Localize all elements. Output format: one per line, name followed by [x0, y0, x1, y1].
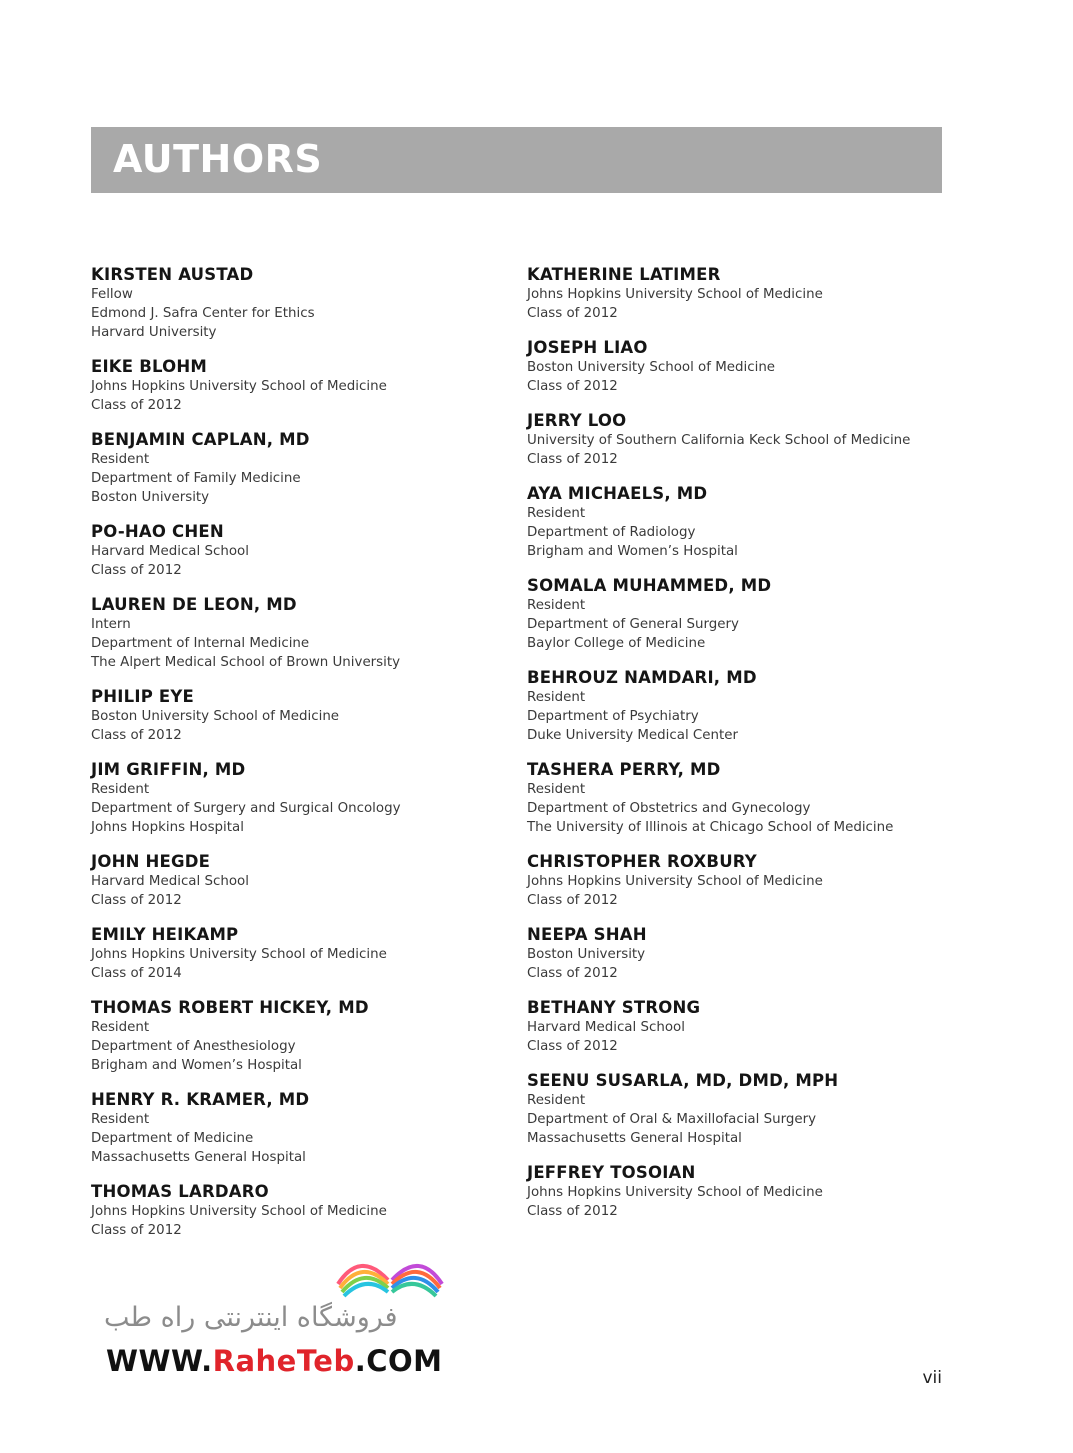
- author-affiliation-line: Department of Internal Medicine: [91, 635, 310, 651]
- author-affiliation-line: Resident: [91, 1020, 150, 1036]
- author-name: JEFFREY TOSOIAN: [527, 1163, 696, 1183]
- author-affiliation-line: Class of 2012: [91, 562, 182, 578]
- author-name: SOMALA MUHAMMED, MD: [527, 576, 772, 596]
- author-affiliation-line: Resident: [527, 1093, 586, 1109]
- author-entry: [527, 264, 947, 324]
- author-affiliation-line: Class of 2012: [527, 1038, 618, 1054]
- author-entry: [527, 997, 947, 1057]
- author-affiliation-line: Department of Obstetrics and Gynecology: [527, 800, 811, 816]
- author-entry: [527, 337, 947, 397]
- author-name: BEHROUZ NAMDARI, MD: [527, 668, 757, 688]
- author-affiliation-line: Class of 2012: [527, 965, 618, 981]
- author-entry: [527, 759, 947, 837]
- author-affiliation-line: Resident: [527, 506, 586, 522]
- author-affiliation-line: Brigham and Women’s Hospital: [527, 543, 738, 559]
- author-affiliation-line: Harvard Medical School: [91, 873, 249, 889]
- author-name: BENJAMIN CAPLAN, MD: [91, 429, 310, 449]
- author-affiliation-line: Class of 2012: [91, 727, 182, 743]
- author-affiliation-line: Johns Hopkins University School of Medicine: [91, 378, 387, 394]
- author-entry: [91, 594, 511, 672]
- author-entry: [91, 264, 511, 342]
- author-entry: [91, 1181, 511, 1241]
- author-affiliation-line: The Alpert Medical School of Brown University: [91, 654, 401, 670]
- author-affiliation-line: Class of 2012: [527, 305, 618, 321]
- author-name: HENRY R. KRAMER, MD: [91, 1089, 310, 1109]
- author-entry: [91, 997, 511, 1075]
- author-affiliation-line: Resident: [91, 451, 150, 467]
- open-book-logo-icon: [330, 1240, 450, 1300]
- author-affiliation-line: Fellow: [91, 287, 133, 302]
- author-affiliation-line: Resident: [527, 690, 586, 706]
- author-affiliation-line: Department of Family Medicine: [91, 470, 301, 486]
- author-affiliation-line: Class of 2012: [91, 1222, 182, 1238]
- author-entry: [91, 686, 511, 746]
- watermark-persian-text: فروشگاه اینترنتی راه طب: [104, 1302, 398, 1333]
- author-name: EIKE BLOHM: [91, 356, 207, 376]
- author-name: JIM GRIFFIN, MD: [91, 759, 246, 779]
- author-affiliation-line: Department of Surgery and Surgical Oncology: [91, 800, 401, 816]
- author-name: KIRSTEN AUSTAD: [91, 265, 254, 284]
- author-name: PHILIP EYE: [91, 686, 195, 706]
- author-affiliation-line: Boston University School of Medicine: [527, 360, 776, 376]
- author-name: JOSEPH LIAO: [527, 338, 648, 358]
- author-affiliation-line: Harvard University: [91, 324, 217, 340]
- author-name: PO-HAO CHEN: [91, 521, 224, 541]
- author-name: CHRISTOPHER ROXBURY: [527, 851, 757, 871]
- author-affiliation-line: Class of 2012: [527, 1203, 618, 1219]
- author-affiliation-line: Class of 2012: [527, 451, 618, 467]
- author-entry: [91, 924, 511, 984]
- author-name: EMILY HEIKAMP: [91, 924, 239, 944]
- author-entry: [527, 667, 947, 745]
- author-entry: [527, 575, 947, 653]
- author-entry: [91, 521, 511, 581]
- author-affiliation-line: Class of 2012: [91, 397, 182, 413]
- section-header-bar: [91, 127, 942, 193]
- author-entry: [91, 759, 511, 837]
- author-affiliation-line: Resident: [91, 1111, 150, 1127]
- author-affiliation-line: Class of 2012: [527, 892, 618, 908]
- author-entry: [527, 1162, 947, 1222]
- author-name: TASHERA PERRY, MD: [527, 759, 721, 779]
- author-entry: [91, 1089, 511, 1167]
- author-name: BETHANY STRONG: [527, 998, 701, 1018]
- author-affiliation-line: Department of Oral & Maxillofacial Surgery: [527, 1111, 817, 1127]
- author-affiliation-line: Intern: [91, 616, 131, 632]
- author-affiliation-line: University of Southern California Keck School of Medicine: [527, 433, 911, 449]
- author-entry: [527, 1070, 947, 1148]
- author-affiliation-line: Massachusetts General Hospital: [91, 1149, 306, 1165]
- author-entry: [527, 851, 947, 911]
- author-entry: [91, 429, 511, 507]
- author-name: AYA MICHAELS, MD: [527, 484, 708, 504]
- author-affiliation-line: Boston University: [91, 489, 210, 505]
- author-affiliation-line: Brigham and Women’s Hospital: [91, 1057, 302, 1073]
- author-affiliation-line: The University of Illinois at Chicago School of Medicine: [527, 819, 894, 835]
- author-affiliation-line: Harvard Medical School: [527, 1020, 685, 1036]
- author-entry: [527, 924, 947, 984]
- author-affiliation-line: Johns Hopkins Hospital: [91, 819, 244, 835]
- authors-column-right: [527, 264, 947, 1235]
- author-affiliation-line: Johns Hopkins University School of Medicine: [527, 287, 823, 302]
- author-affiliation-line: Class of 2012: [91, 892, 182, 908]
- watermark: [100, 1240, 460, 1390]
- author-entry: [527, 410, 947, 470]
- author-affiliation-line: Johns Hopkins University School of Medicine: [527, 1185, 823, 1201]
- author-entry: [91, 356, 511, 416]
- author-name: NEEPA SHAH: [527, 924, 647, 944]
- author-affiliation-line: Johns Hopkins University School of Medicine: [91, 946, 387, 962]
- author-name: JERRY LOO: [527, 411, 627, 431]
- watermark-url-brand: RaheTeb: [212, 1344, 355, 1378]
- author-affiliation-line: Department of Psychiatry: [527, 708, 699, 724]
- watermark-url: [106, 1344, 443, 1378]
- author-name: LAUREN DE LEON, MD: [91, 594, 297, 614]
- author-affiliation-line: Boston University: [527, 946, 646, 962]
- author-affiliation-line: Duke University Medical Center: [527, 727, 739, 743]
- author-affiliation-line: Department of Radiology: [527, 525, 696, 541]
- author-name: JOHN HEGDE: [91, 851, 211, 871]
- author-affiliation-line: Boston University School of Medicine: [91, 708, 340, 724]
- author-name: THOMAS LARDARO: [91, 1181, 269, 1201]
- author-entry: [527, 483, 947, 561]
- author-name: SEENU SUSARLA, MD, DMD, MPH: [527, 1071, 839, 1091]
- author-affiliation-line: Resident: [527, 781, 586, 797]
- author-affiliation-line: Resident: [91, 781, 150, 797]
- author-affiliation-line: Class of 2012: [527, 378, 618, 394]
- author-name: THOMAS ROBERT HICKEY, MD: [91, 998, 369, 1018]
- authors-column-left: [91, 264, 511, 1254]
- author-affiliation-line: Resident: [527, 598, 586, 614]
- author-affiliation-line: Department of General Surgery: [527, 616, 739, 632]
- page-title: AUTHORS: [113, 137, 323, 181]
- watermark-url-suffix: .COM: [354, 1344, 443, 1378]
- author-affiliation-line: Massachusetts General Hospital: [527, 1130, 742, 1146]
- author-affiliation-line: Department of Anesthesiology: [91, 1038, 296, 1054]
- author-affiliation-line: Baylor College of Medicine: [527, 635, 706, 651]
- author-affiliation-line: Class of 2014: [91, 965, 182, 981]
- author-affiliation-line: Harvard Medical School: [91, 543, 249, 559]
- author-entry: [91, 851, 511, 911]
- author-affiliation-line: Johns Hopkins University School of Medicine: [91, 1203, 387, 1219]
- author-affiliation-line: Edmond J. Safra Center for Ethics: [91, 305, 315, 321]
- page-number: vii: [922, 1368, 942, 1388]
- author-affiliation-line: Department of Medicine: [91, 1130, 254, 1146]
- watermark-url-prefix: WWW.: [106, 1344, 213, 1378]
- author-name: KATHERINE LATIMER: [527, 265, 721, 284]
- author-affiliation-line: Johns Hopkins University School of Medicine: [527, 873, 823, 889]
